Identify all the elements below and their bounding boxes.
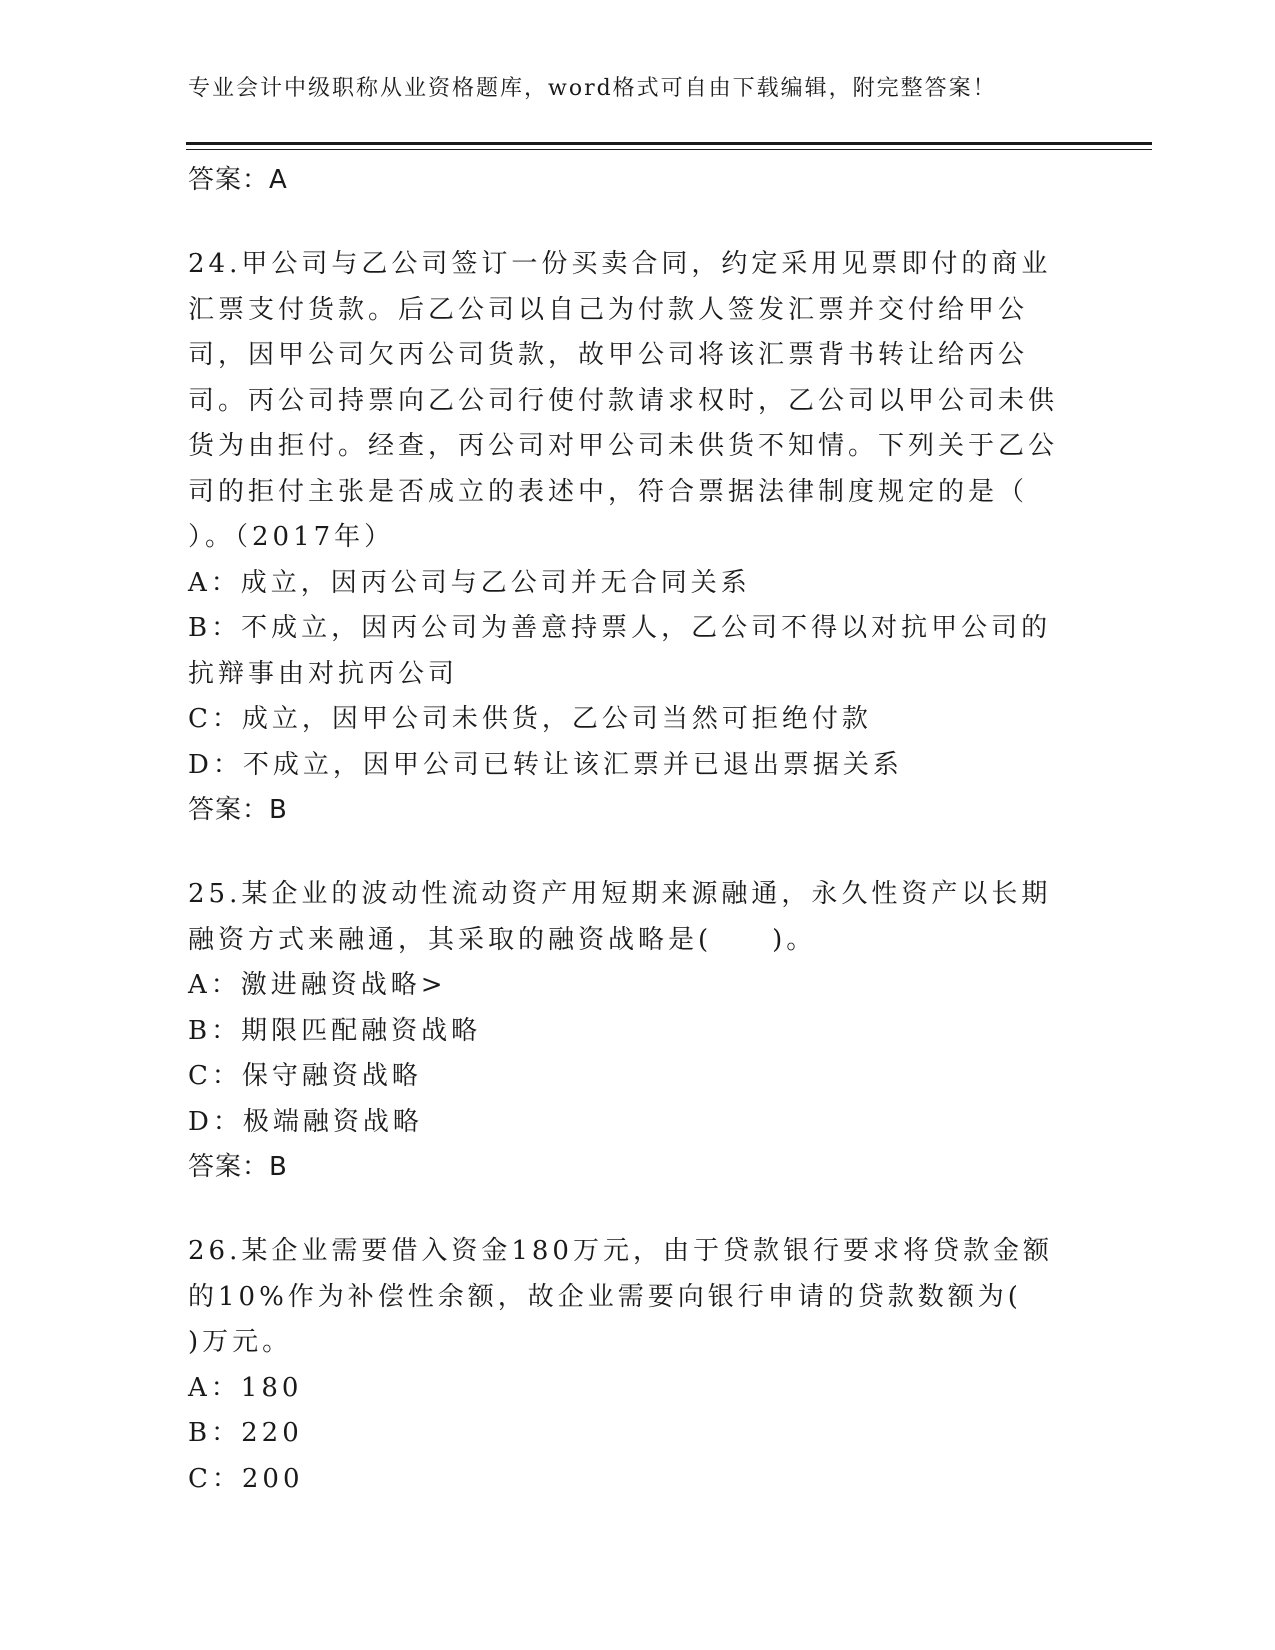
question-stem: 25.某企业的波动性流动资产用短期来源融通，永久性资产以长期融资方式来融通，其采取的融资战略是( )。 <box>188 879 1052 955</box>
header-rule-thin <box>186 149 1152 150</box>
document-body <box>188 158 1088 1502</box>
option-a: A：成立，因丙公司与乙公司并无合同关系 <box>188 567 751 598</box>
answer-line: 答案：B <box>188 1152 288 1182</box>
answer-line: 答案：A <box>188 165 288 195</box>
page-header: 专业会计中级职称从业资格题库，word格式可自由下载编辑，附完整答案！ <box>188 76 997 101</box>
option-d: D：极端融资战略 <box>188 1106 423 1137</box>
answer-line: 答案：B <box>188 795 288 825</box>
option-b: B：期限匹配融资战略 <box>188 1015 482 1046</box>
option-a: A：激进融资战略> <box>188 970 447 1000</box>
spacer <box>188 832 1088 872</box>
question-block <box>188 872 1088 1189</box>
question-block <box>188 1229 1088 1502</box>
option-c: C：保守融资战略 <box>188 1061 422 1091</box>
question-stem: 26.某企业需要借入资金180万元，由于贷款银行要求将贷款金额的10%作为补偿性余额，故企业需要向银行申请的贷款数额为( )万元。 <box>188 1236 1082 1357</box>
option-b: B：不成立，因丙公司为善意持票人，乙公司不得以对抗甲公司的抗辩事由对抗丙公司 <box>188 613 1052 689</box>
option-d: D：不成立，因甲公司已转让该汇票并已退出票据关系 <box>188 749 903 780</box>
spacer <box>188 1189 1088 1229</box>
option-b: B：220 <box>188 1418 303 1448</box>
option-a: A：180 <box>188 1372 303 1403</box>
spacer <box>188 202 1088 242</box>
option-c: C：成立，因甲公司未供货，乙公司当然可拒绝付款 <box>188 704 872 734</box>
option-c: C：200 <box>188 1463 304 1494</box>
question-block <box>188 242 1088 832</box>
header-rule-thick <box>186 142 1152 145</box>
question-stem: 24.甲公司与乙公司签订一份买卖合同，约定采用见票即付的商业汇票支付货款。后乙公司以自己为付款人签发汇票并交付给甲公司，因甲公司欠丙公司货款，故甲公司将该汇票背书转让给丙公司。丙公司持票向乙公司行使付款请求权时，乙公司以甲公司未供货为由拒付。经查，丙公司对甲公司未供货不知情。下列关于乙公司的拒付主张是否成立的表述中，符合票据法律制度规定的是（ ）。（2017年） <box>188 249 1059 552</box>
